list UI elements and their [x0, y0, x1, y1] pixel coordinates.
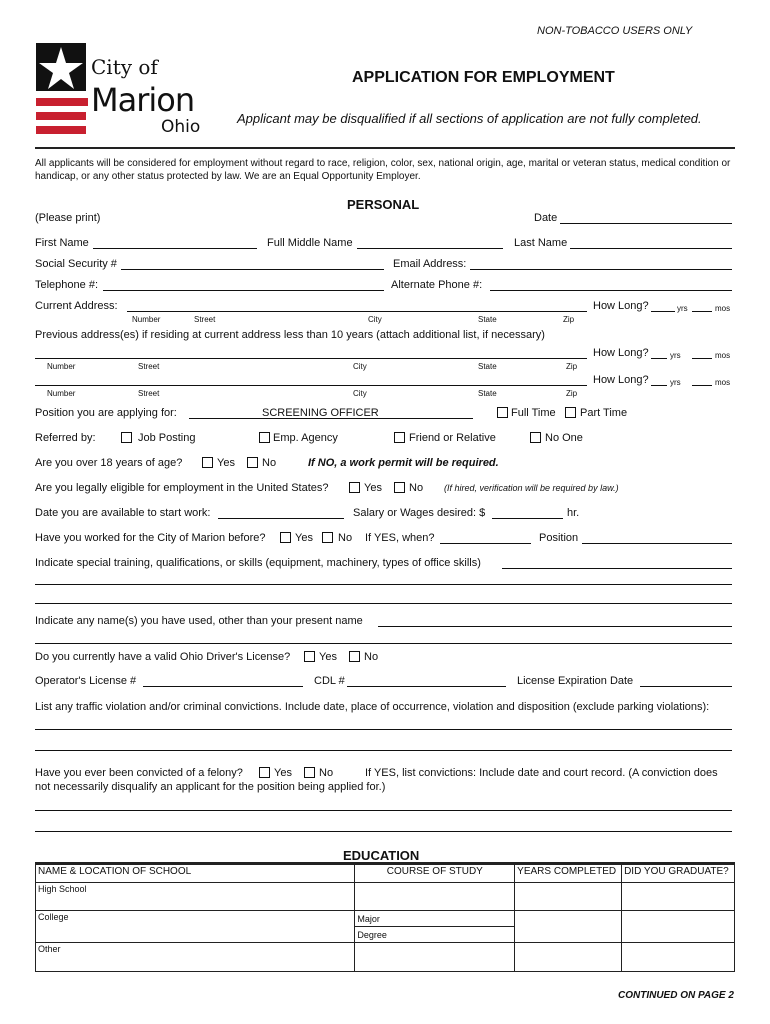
alt-phone-label: Alternate Phone #:: [391, 279, 483, 291]
college-cell[interactable]: [36, 911, 355, 943]
how-long-label: How Long?: [593, 300, 649, 312]
operators-license-label: Operator's License #: [35, 675, 137, 687]
previous-address-1-field[interactable]: [35, 358, 587, 359]
if-yes-when-label: If YES, when?: [365, 532, 435, 544]
high-school-label: High School: [38, 884, 87, 894]
mos-label: mos: [715, 304, 731, 313]
mos-label-2: mos: [715, 351, 731, 360]
training-field-3[interactable]: [35, 603, 732, 604]
part-time-checkbox[interactable]: [565, 407, 576, 418]
current-years-field[interactable]: [651, 311, 675, 312]
middle-name-field[interactable]: [357, 248, 503, 249]
no-one-label: No One: [545, 432, 583, 444]
previous-address-label: Previous address(es) if residing at current address less than 10 years (attach additional list, if necessary): [35, 329, 545, 341]
prior-position-field[interactable]: [582, 543, 732, 544]
other-school-cell[interactable]: [36, 943, 355, 972]
telephone-label: Telephone #:: [35, 279, 98, 291]
table-row[interactable]: [36, 943, 735, 972]
position-label: Position you are applying for:: [35, 407, 177, 419]
worked-when-field[interactable]: [440, 543, 531, 544]
other-years-cell[interactable]: [515, 943, 622, 972]
addr-city-caption-3: City: [353, 389, 367, 398]
previous-address-2-field[interactable]: [35, 385, 587, 386]
degree-subcell[interactable]: [355, 927, 514, 942]
traffic-field-1[interactable]: [35, 729, 732, 730]
felony-label: Have you ever been convicted of a felony?: [35, 767, 243, 779]
traffic-field-2[interactable]: [35, 750, 732, 751]
table-row[interactable]: [36, 911, 735, 943]
cdl-field[interactable]: [347, 686, 506, 687]
page-title: APPLICATION FOR EMPLOYMENT: [352, 69, 615, 86]
eligible-no-checkbox[interactable]: [394, 482, 405, 493]
friend-label: Friend or Relative: [409, 432, 496, 444]
col-graduate-header: DID YOU GRADUATE?: [622, 865, 735, 883]
addr-state-caption-3: State: [478, 389, 497, 398]
operators-license-field[interactable]: [143, 686, 303, 687]
prior-position-label: Position: [539, 532, 579, 544]
drivers-license-label: Do you currently have a valid Ohio Driver's License?: [35, 651, 291, 663]
addr-zip-caption: Zip: [563, 315, 575, 324]
current-address-field[interactable]: [127, 311, 587, 312]
col-school-header: NAME & LOCATION OF SCHOOL: [36, 865, 355, 883]
yrs-label-2: yrs: [670, 351, 681, 360]
table-row[interactable]: [36, 883, 735, 911]
hr-label: hr.: [567, 507, 580, 519]
addr-number-caption-2: Number: [47, 362, 76, 371]
addr-number-caption: Number: [132, 315, 161, 324]
drivers-license-no-label: No: [364, 651, 379, 663]
eoe-statement: All applicants will be considered for employment without regard to race, religion, color, sex, national origin, age, marital or veteran status, medical condition or handicap, or any other status protected by law. We are an Equal Opportunity Employer.: [35, 158, 731, 182]
date-field[interactable]: [560, 223, 732, 224]
how-long-label-3: How Long?: [593, 374, 649, 386]
eligible-no-label: No: [409, 482, 424, 494]
ssn-label: Social Security #: [35, 258, 117, 270]
city-logo: [35, 43, 215, 143]
traffic-violations-label: List any traffic violation and/or criminal convictions. Include date, place of occurrence, violation and disposition (exclude parking violations):: [35, 701, 710, 713]
prev1-years-field[interactable]: [651, 358, 667, 359]
over-18-no-checkbox[interactable]: [247, 457, 258, 468]
email-field[interactable]: [470, 269, 732, 270]
col-course-header: COURSE OF STUDY: [355, 865, 515, 883]
last-name-label: Last Name: [514, 237, 568, 249]
other-names-field-2[interactable]: [35, 643, 732, 644]
high-school-graduate-cell[interactable]: [622, 883, 735, 911]
college-graduate-cell[interactable]: [622, 911, 735, 943]
felony-no-label: No: [319, 767, 334, 779]
alt-phone-field[interactable]: [490, 290, 732, 291]
other-names-label: Indicate any name(s) you have used, other than your present name: [35, 615, 363, 627]
email-label: Email Address:: [393, 258, 467, 270]
current-months-field[interactable]: [692, 311, 712, 312]
yrs-label-3: yrs: [670, 378, 681, 387]
current-address-label: Current Address:: [35, 300, 118, 312]
addr-zip-caption-2: Zip: [566, 362, 578, 371]
training-field-2[interactable]: [35, 584, 732, 585]
drivers-license-yes-label: Yes: [319, 651, 337, 663]
salary-label: Salary or Wages desired: $: [353, 507, 486, 519]
education-table: [35, 864, 735, 972]
major-subcell[interactable]: [355, 911, 514, 927]
addr-street-caption: Street: [194, 315, 216, 324]
yrs-label: yrs: [677, 304, 688, 313]
work-permit-note: If NO, a work permit will be required.: [308, 457, 499, 469]
page-subtitle: Applicant may be disqualified if all sections of application are not fully completed.: [237, 111, 702, 126]
worked-before-yes-label: Yes: [295, 532, 313, 544]
please-print-label: (Please print): [35, 212, 101, 224]
felony-field-2[interactable]: [35, 831, 732, 832]
telephone-field[interactable]: [103, 290, 384, 291]
logo-ohio: Ohio: [161, 117, 201, 137]
other-graduate-cell[interactable]: [622, 943, 735, 972]
logo-city-of: City of: [91, 55, 158, 79]
header-divider: [35, 147, 735, 149]
prev1-months-field[interactable]: [692, 358, 712, 359]
degree-label: Degree: [357, 930, 387, 940]
mos-label-3: mos: [715, 378, 731, 387]
drivers-license-no-checkbox[interactable]: [349, 651, 360, 662]
worked-before-label: Have you worked for the City of Marion before?: [35, 532, 266, 544]
felony-no-checkbox[interactable]: [304, 767, 315, 778]
major-label: Major: [357, 914, 380, 924]
over-18-yes-label: Yes: [217, 457, 235, 469]
full-time-checkbox[interactable]: [497, 407, 508, 418]
license-exp-field[interactable]: [640, 686, 732, 687]
personal-heading: PERSONAL: [347, 197, 420, 212]
training-field-1[interactable]: [502, 568, 732, 569]
eligible-yes-label: Yes: [364, 482, 382, 494]
tobacco-note: NON-TOBACCO USERS ONLY: [537, 25, 693, 37]
full-time-label: Full Time: [511, 407, 556, 419]
training-label: Indicate special training, qualifications, or skills (equipment, machinery, types of office skills): [35, 557, 481, 569]
addr-state-caption: State: [478, 315, 497, 324]
emp-agency-label: Emp. Agency: [273, 432, 338, 444]
other-label: Other: [38, 944, 61, 954]
cdl-label: CDL #: [314, 675, 345, 687]
first-name-label: First Name: [35, 237, 89, 249]
eligible-yes-checkbox[interactable]: [349, 482, 360, 493]
high-school-cell[interactable]: [36, 883, 355, 911]
addr-street-caption-2: Street: [138, 362, 160, 371]
high-school-course-cell[interactable]: [355, 883, 515, 911]
drivers-license-yes-checkbox[interactable]: [304, 651, 315, 662]
worked-before-no-checkbox[interactable]: [322, 532, 333, 543]
felony-field-1[interactable]: [35, 810, 732, 811]
college-label: College: [38, 912, 69, 922]
job-posting-checkbox[interactable]: [121, 432, 132, 443]
logo-marion: Marion: [91, 81, 195, 119]
date-label: Date: [534, 212, 558, 224]
felony-yes-checkbox[interactable]: [259, 767, 270, 778]
ssn-field[interactable]: [121, 269, 384, 270]
over-18-no-label: No: [262, 457, 277, 469]
over-18-yes-checkbox[interactable]: [202, 457, 213, 468]
addr-number-caption-3: Number: [47, 389, 76, 398]
worked-before-no-label: No: [338, 532, 353, 544]
eligible-label: Are you legally eligible for employment in the United States?: [35, 482, 329, 494]
addr-city-caption: City: [368, 315, 382, 324]
referred-by-label: Referred by:: [35, 432, 96, 444]
job-posting-label: Job Posting: [138, 432, 196, 444]
position-value: SCREENING OFFICER: [262, 407, 379, 419]
worked-before-yes-checkbox[interactable]: [280, 532, 291, 543]
prev2-years-field[interactable]: [651, 385, 667, 386]
start-date-label: Date you are available to start work:: [35, 507, 211, 519]
addr-zip-caption-3: Zip: [566, 389, 578, 398]
addr-state-caption-2: State: [478, 362, 497, 371]
emp-agency-checkbox[interactable]: [259, 432, 270, 443]
middle-name-label: Full Middle Name: [267, 237, 353, 249]
prev2-months-field[interactable]: [692, 385, 712, 386]
salary-field[interactable]: [492, 518, 563, 519]
college-course-cell[interactable]: [355, 911, 515, 943]
felony-note-2: not necessarily disqualify an applicant for the position being applied for.): [35, 781, 386, 793]
verification-note: (If hired, verification will be required by law.): [444, 483, 619, 493]
no-one-checkbox[interactable]: [530, 432, 541, 443]
other-course-cell[interactable]: [355, 943, 515, 972]
addr-city-caption-2: City: [353, 362, 367, 371]
continued-note: CONTINUED ON PAGE 2: [618, 990, 734, 1001]
high-school-years-cell[interactable]: [515, 883, 622, 911]
col-years-header: YEARS COMPLETED: [515, 865, 622, 883]
start-date-field[interactable]: [218, 518, 344, 519]
college-years-cell[interactable]: [515, 911, 622, 943]
felony-note-1: If YES, list convictions: Include date and court record. (A conviction does: [365, 767, 718, 779]
over-18-label: Are you over 18 years of age?: [35, 457, 183, 469]
part-time-label: Part Time: [580, 407, 628, 419]
friend-checkbox[interactable]: [394, 432, 405, 443]
license-exp-label: License Expiration Date: [517, 675, 634, 687]
last-name-field[interactable]: [570, 248, 732, 249]
addr-street-caption-3: Street: [138, 389, 160, 398]
first-name-field[interactable]: [93, 248, 257, 249]
education-heading: EDUCATION: [343, 848, 420, 863]
how-long-label-2: How Long?: [593, 347, 649, 359]
felony-yes-label: Yes: [274, 767, 292, 779]
other-names-field-1[interactable]: [378, 626, 732, 627]
